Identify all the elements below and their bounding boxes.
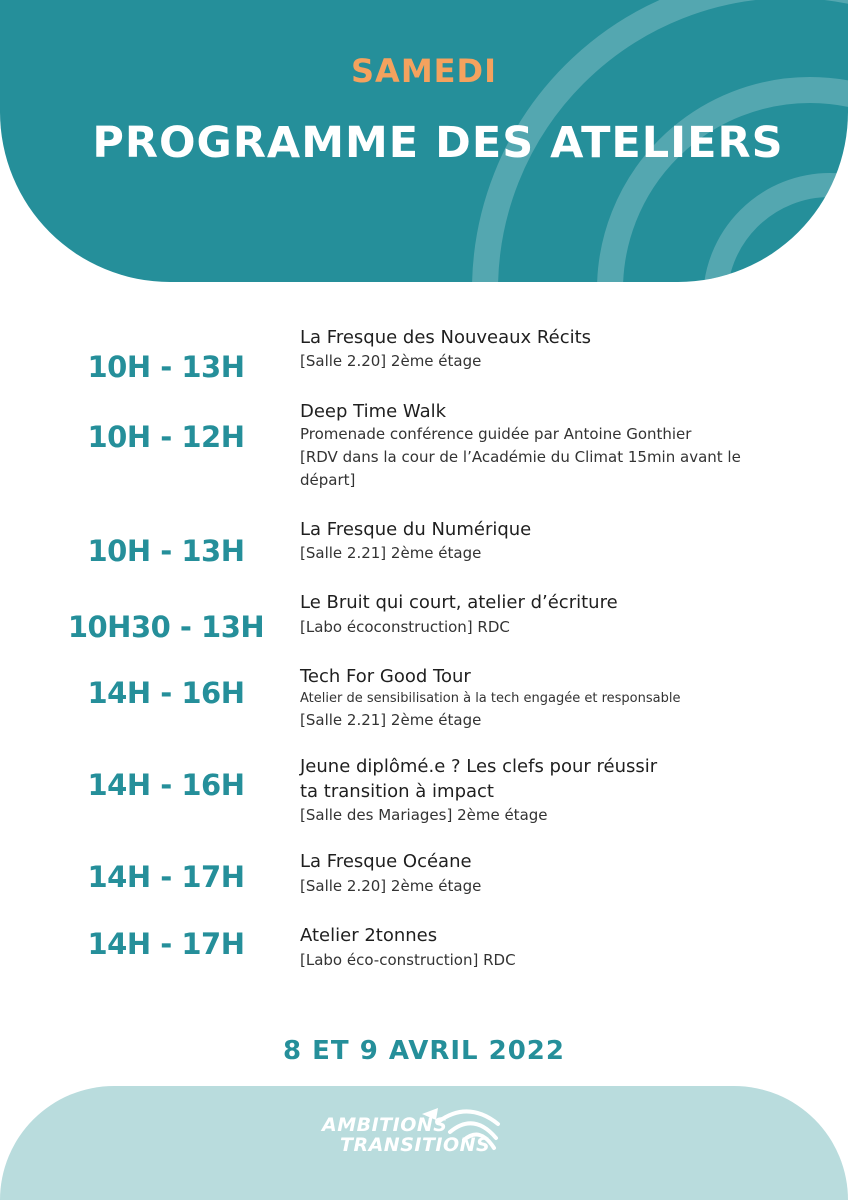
workshop-title: Jeune diplômé.e ? Les clefs pour réussir: [300, 756, 658, 777]
slot-time: 14H - 16H: [87, 768, 245, 802]
workshop-location: [RDV dans la cour de l’Académie du Climat 15min avant le: [300, 448, 741, 466]
workshop-title: Tech For Good Tour: [300, 666, 471, 687]
workshop-location: [Salle 2.21] 2ème étage: [300, 711, 482, 729]
header-banner: [0, 0, 848, 282]
page-title: PROGRAMME DES ATELIERS: [92, 118, 784, 168]
workshop-title: La Fresque du Numérique: [300, 519, 532, 540]
workshop-location: [Salle 2.20] 2ème étage: [300, 877, 482, 895]
workshop-location: [Labo écoconstruction] RDC: [300, 618, 510, 636]
workshop-description: Atelier de sensibilisation à la tech engagée et responsable: [300, 691, 681, 706]
slot-time: 10H30 - 13H: [67, 610, 265, 644]
workshop-title: La Fresque Océane: [300, 851, 472, 872]
brand-logo: [318, 1098, 518, 1158]
workshop-location: [Salle 2.21] 2ème étage: [300, 544, 482, 562]
workshop-location-cont: départ]: [300, 471, 356, 489]
workshop-location: [Labo éco-construction] RDC: [300, 951, 516, 969]
workshop-title: Atelier 2tonnes: [300, 925, 438, 946]
slot-time: 14H - 17H: [87, 860, 245, 894]
slot-time: 10H - 13H: [87, 534, 245, 568]
event-dates: 8 ET 9 AVRIL 2022: [283, 1036, 565, 1066]
workshop-title: Deep Time Walk: [300, 401, 447, 422]
slot-time: 14H - 16H: [87, 676, 245, 710]
arc-inner: [715, 185, 848, 282]
slot-time: 10H - 12H: [87, 420, 245, 454]
workshop-location: [Salle des Mariages] 2ème étage: [300, 806, 548, 824]
logo-text-transitions: TRANSITIONS: [340, 1134, 491, 1156]
logo-text-ambitions: AMBITIONS: [322, 1114, 448, 1136]
slot-time: 10H - 13H: [87, 350, 245, 384]
workshop-description: Promenade conférence guidée par Antoine Gonthier: [300, 425, 692, 443]
day-label: SAMEDI: [351, 52, 497, 90]
slot-time: 14H - 17H: [87, 927, 245, 961]
workshop-location: [Salle 2.20] 2ème étage: [300, 352, 482, 370]
workshop-title: Le Bruit qui court, atelier d’écriture: [300, 592, 618, 613]
workshop-title-cont: ta transition à impact: [300, 781, 494, 802]
workshop-title: La Fresque des Nouveaux Récits: [300, 327, 592, 348]
